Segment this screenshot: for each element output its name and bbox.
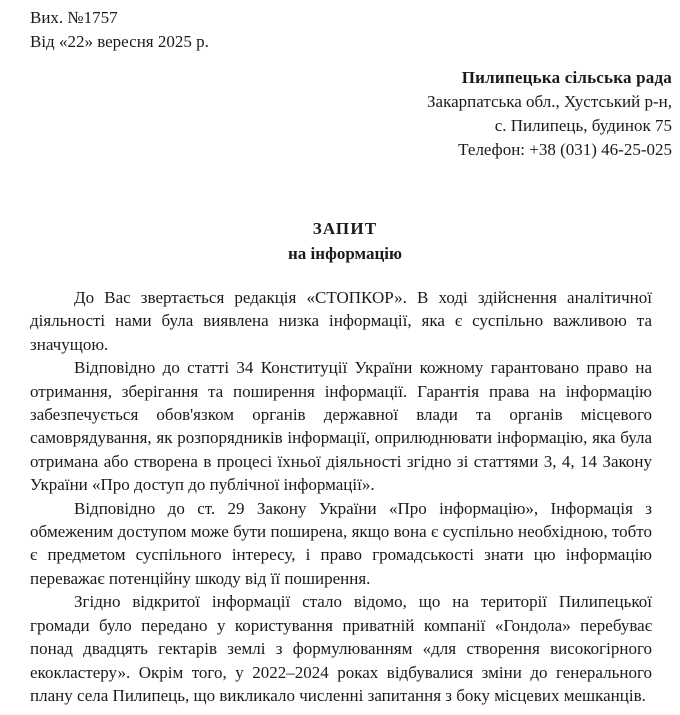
body-paragraph: Відповідно до ст. 29 Закону України «Про інформацію», Інформація з обмеженим доступом може бути поширена, якщо вона є суспільно необхідною, тобто є предметом суспільного інтересу, і право громадськості знати цю інформацію переважає потенційну шкоду від її поширення. bbox=[30, 498, 652, 588]
body-paragraph: До Вас звертається редакція «СТОПКОР». В ході здійснення аналітичної діяльності нами була виявлена низка інформації, яка є суспільно важливою та значущою. bbox=[30, 288, 652, 354]
page-subtitle: на інформацію bbox=[288, 244, 402, 263]
document-title-block bbox=[0, 216, 680, 266]
document-date: Від «22» вересня 2025 р. bbox=[30, 32, 209, 51]
document-reference-block bbox=[30, 6, 209, 54]
addressee-settlement: с. Пилипець, будинок 75 bbox=[494, 116, 672, 135]
addressee-organization: Пилипецька сільська рада bbox=[461, 68, 672, 87]
document-body bbox=[30, 286, 652, 707]
page-title: ЗАПИТ bbox=[312, 219, 378, 238]
addressee-block bbox=[427, 66, 672, 162]
addressee-phone: Телефон: +38 (031) 46-25-025 bbox=[458, 140, 672, 159]
body-paragraph: Відповідно до статті 34 Конституції України кожному гарантовано право на отримання, зберігання та поширення інформації. Гарантія права на інформацію забезпечується обов'язком органів державної влади та органів місцевого самоврядування, як розпорядників інформації, оприлюднювати інформацію, яка була отримана або створена в процесі їхньої діяльності згідно зі статтями 3, 4, 14 Закону України «Про доступ до публічної інформації». bbox=[30, 358, 652, 495]
outgoing-number: Вих. №1757 bbox=[30, 8, 118, 27]
body-paragraph: Згідно відкритої інформації стало відомо, що на території Пилипецької громади було передано у користування приватній компанії «Гондола» перебуває понад двадцять гектарів землі з формулюванням «для створення високогірного екокластеру». Окрім того, у 2022–2024 роках відбувалися зміни до генерального плану села Пилипець, що викликало численні запитання з боку місцевих мешканців. bbox=[30, 592, 652, 705]
addressee-region: Закарпатська обл., Хустський р-н, bbox=[427, 92, 672, 111]
